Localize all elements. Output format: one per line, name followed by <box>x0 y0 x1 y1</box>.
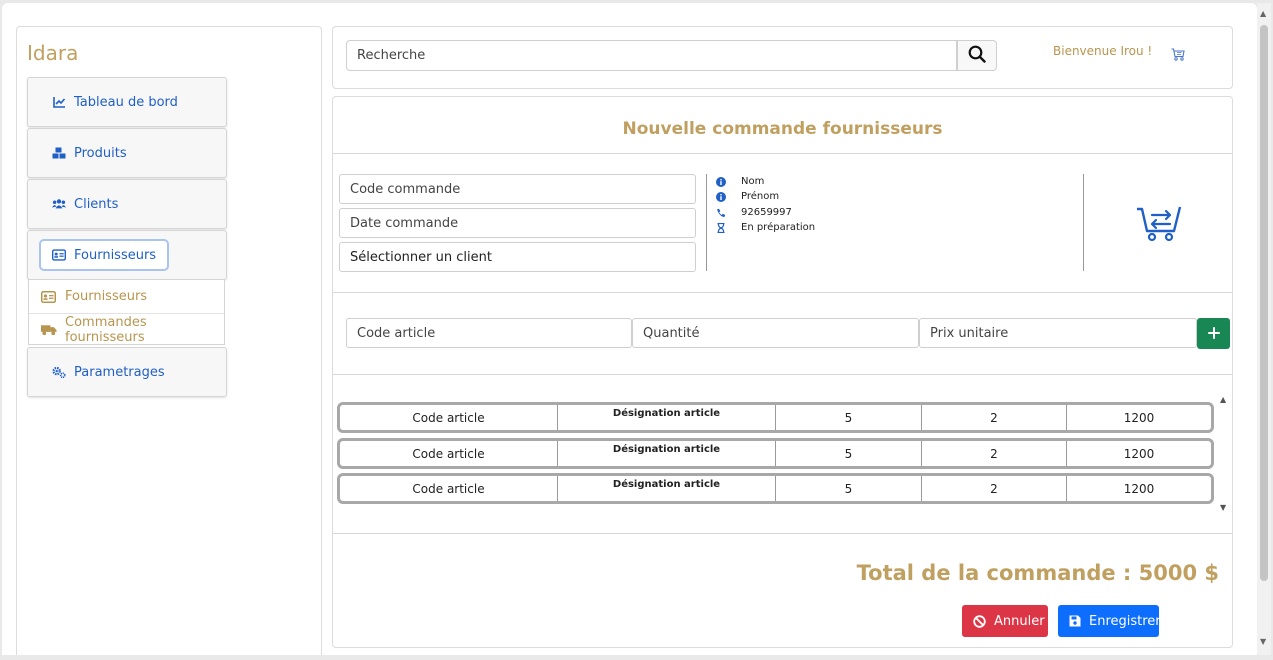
cell-qty: 5 <box>775 441 921 466</box>
cell-code: Code article <box>412 481 485 496</box>
sidebar-item-tableau-de-bord[interactable] <box>27 77 227 127</box>
divider <box>333 153 1232 154</box>
info-status-text: En préparation <box>741 222 816 233</box>
search-input[interactable] <box>346 40 957 71</box>
cell-designation: Désignation article <box>557 405 775 430</box>
cart-icon <box>1171 46 1185 65</box>
sidebar-item-fournisseurs[interactable] <box>27 230 227 280</box>
client-select-value: Sélectionner un client <box>350 249 492 265</box>
info-status <box>715 220 815 235</box>
hourglass-icon <box>715 223 727 233</box>
cell-total: 1200 <box>1066 405 1211 430</box>
info-nom-text: Nom <box>741 176 765 187</box>
brand-logo: Idara <box>27 41 79 65</box>
scroll-down-arrow[interactable]: ▼ <box>1260 637 1267 646</box>
page-title: Nouvelle commande fournisseurs <box>622 119 943 139</box>
submenu-item-label: Commandes fournisseurs <box>65 315 147 345</box>
sidebar-item-clients[interactable] <box>27 179 227 229</box>
main-panel <box>332 96 1233 648</box>
code-article-input[interactable] <box>346 318 632 348</box>
sidebar-item-parametrages[interactable] <box>27 347 227 397</box>
cell-unit: 2 <box>921 476 1066 501</box>
list-scroll-up[interactable]: ▲ <box>1220 395 1227 404</box>
divider <box>706 174 707 271</box>
cell-unit: 2 <box>921 441 1066 466</box>
truck-icon <box>41 323 57 337</box>
cart-exchange-illustration <box>1136 201 1184 247</box>
sidebar-item-label: Parametrages <box>74 364 165 380</box>
submenu-item-fournisseurs[interactable] <box>29 280 224 313</box>
gears-icon <box>52 365 66 379</box>
save-icon <box>1069 615 1081 627</box>
divider <box>1083 174 1084 271</box>
order-total-label: Total de la commande : <box>856 561 1132 585</box>
client-select[interactable] <box>339 242 696 272</box>
cell-code: Code article <box>412 410 485 425</box>
info-nom <box>715 174 764 189</box>
chart-line-icon <box>52 95 66 109</box>
users-icon <box>52 197 66 211</box>
plus-icon <box>1208 324 1220 343</box>
phone-icon <box>715 208 727 218</box>
id-card-icon <box>41 290 57 304</box>
quantite-input[interactable] <box>632 318 919 348</box>
save-button[interactable] <box>1058 605 1159 637</box>
boxes-icon <box>52 146 66 160</box>
divider <box>333 533 1232 534</box>
window-scrollbar[interactable] <box>1257 3 1271 655</box>
cart-button[interactable] <box>1171 46 1185 65</box>
scroll-up-arrow[interactable]: ▲ <box>1260 9 1267 18</box>
search-button[interactable] <box>957 40 997 71</box>
divider <box>333 374 1232 375</box>
sidebar <box>16 26 322 655</box>
info-phone-text: 92659997 <box>741 207 792 218</box>
info-prenom <box>715 189 779 204</box>
app-window <box>2 3 1257 655</box>
cart-exchange-icon <box>1136 228 1184 247</box>
cancel-button-label: Annuler <box>994 613 1045 629</box>
submenu-item-commandes-fournisseurs[interactable] <box>29 313 224 346</box>
sidebar-item-label: Tableau de bord <box>74 94 178 110</box>
id-card-icon <box>52 248 66 262</box>
info-phone <box>715 205 792 220</box>
add-article-button[interactable] <box>1197 318 1230 349</box>
fournisseurs-submenu <box>28 279 225 345</box>
ban-icon <box>973 615 986 628</box>
table-row[interactable] <box>337 473 1214 504</box>
prix-unitaire-input[interactable] <box>919 318 1197 348</box>
order-total <box>857 561 1219 585</box>
sidebar-item-label: Clients <box>74 196 119 212</box>
save-button-label: Enregistrer <box>1089 613 1161 629</box>
cell-unit: 2 <box>921 405 1066 430</box>
search-icon <box>968 45 986 67</box>
sidebar-item-label: Produits <box>74 145 127 161</box>
cancel-button[interactable] <box>962 605 1048 637</box>
cell-designation: Désignation article <box>557 476 775 501</box>
submenu-item-label: Fournisseurs <box>65 289 148 304</box>
cell-designation: Désignation article <box>557 441 775 466</box>
table-row[interactable] <box>337 438 1214 469</box>
cell-code: Code article <box>412 446 485 461</box>
code-commande-input[interactable] <box>339 174 696 204</box>
order-total-value: 5000 $ <box>1138 561 1219 585</box>
welcome-message: Bienvenue Irou ! <box>1053 44 1153 58</box>
divider <box>333 292 1232 293</box>
cell-total: 1200 <box>1066 476 1211 501</box>
cell-qty: 5 <box>775 476 921 501</box>
cell-qty: 5 <box>775 405 921 430</box>
info-prenom-text: Prénom <box>741 191 780 202</box>
sidebar-item-produits[interactable] <box>27 128 227 178</box>
info-circle-icon <box>715 192 727 202</box>
scrollbar-thumb[interactable] <box>1260 25 1268 581</box>
table-row[interactable] <box>337 402 1214 433</box>
list-scroll-down[interactable]: ▼ <box>1220 503 1227 512</box>
top-bar <box>332 26 1233 89</box>
date-commande-input[interactable] <box>339 208 696 238</box>
cell-total: 1200 <box>1066 441 1211 466</box>
sidebar-item-fournisseurs-active[interactable] <box>39 239 169 271</box>
sidebar-item-label: Fournisseurs <box>74 247 157 263</box>
info-circle-icon <box>715 177 727 187</box>
